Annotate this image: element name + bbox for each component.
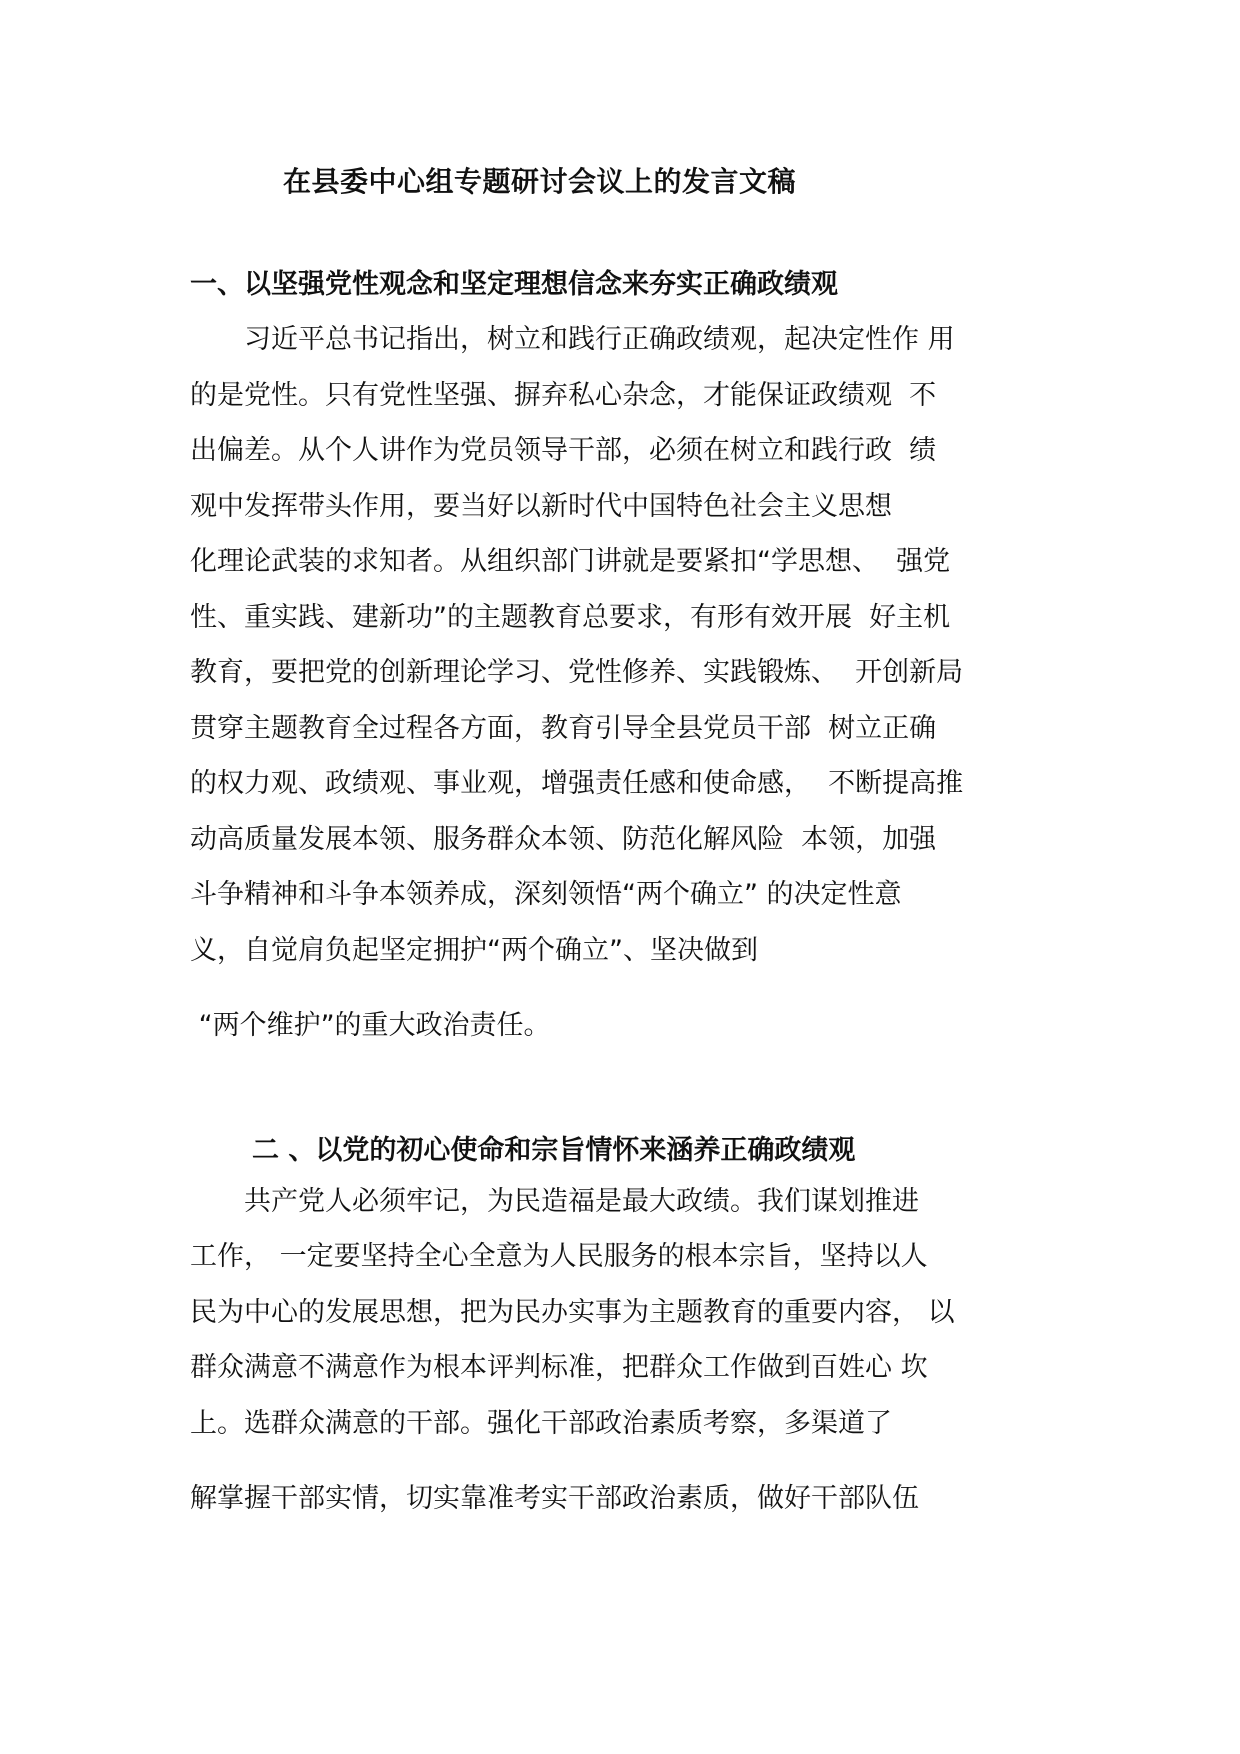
paragraph-line: 的是党性。只有党性坚强、摒弃私心杂念，才能保证政绩观 不 [190,380,937,411]
paragraph-line: 性、重实践、建新功”的主题教育总要求，有形有效开展 好主机 [190,602,951,633]
paragraph-line: 上。选群众满意的干部。强化干部政治素质考察，多渠道了 [190,1408,892,1439]
paragraph-line: 义，自觉肩负起坚定拥护“两个确立”、坚决做到 [190,935,758,966]
paragraph-line: 观中发挥带头作用，要当好以新时代中国特色社会主义思想 [190,491,910,522]
paragraph-line: 教育，要把党的创新理论学习、党性修养、实践锻炼、 开创新局 [190,657,964,688]
document-title: 在县委中心组专题研讨会议上的发言文稿 [283,165,797,198]
paragraph-line: 的权力观、政绩观、事业观，增强责任感和使命感， 不断提高推 [190,768,964,799]
paragraph-line: 民为中心的发展思想，把为民办实事为主题教育的重要内容， 以 [190,1297,955,1328]
paragraph-line: 贯穿主题教育全过程各方面，教育引导全县党员干部 树立正确 [190,713,937,744]
section-heading-2: 二 、以党的初心使命和宗旨情怀来涵养正确政绩观 [252,1135,856,1166]
paragraph-line: 群众满意不满意作为根本评判标准，把群众工作做到百姓心 坎 [190,1352,928,1383]
paragraph-line: 解掌握干部实情，切实靠准考实干部政治素质，做好干部队伍 [190,1483,919,1514]
paragraph-line: 工作， 一定要坚持全心全意为人民服务的根本宗旨，坚持以人 [190,1241,928,1272]
paragraph-line: 出偏差。从个人讲作为党员领导干部，必须在树立和践行政 绩 [190,435,937,466]
paragraph-line: 习近平总书记指出，树立和践行正确政绩观，起决定性作 用 [190,324,955,355]
paragraph-line: 化理论武装的求知者。从组织部门讲就是要紧扣“学思想、 强党 [190,546,951,577]
paragraph-line: 斗争精神和斗争本领养成，深刻领悟“两个确立” 的决定性意 [190,879,902,910]
paragraph-line: “两个维护”的重大政治责任。 [190,1010,551,1041]
paragraph-line: 共产党人必须牢记，为民造福是最大政绩。我们谋划推进 [190,1186,919,1217]
paragraph-line: 动高质量发展本领、服务群众本领、防范化解风险 本领，加强 [190,824,937,855]
section-heading-1: 一、以坚强党性观念和坚定理想信念来夯实正确政绩观 [190,269,838,300]
